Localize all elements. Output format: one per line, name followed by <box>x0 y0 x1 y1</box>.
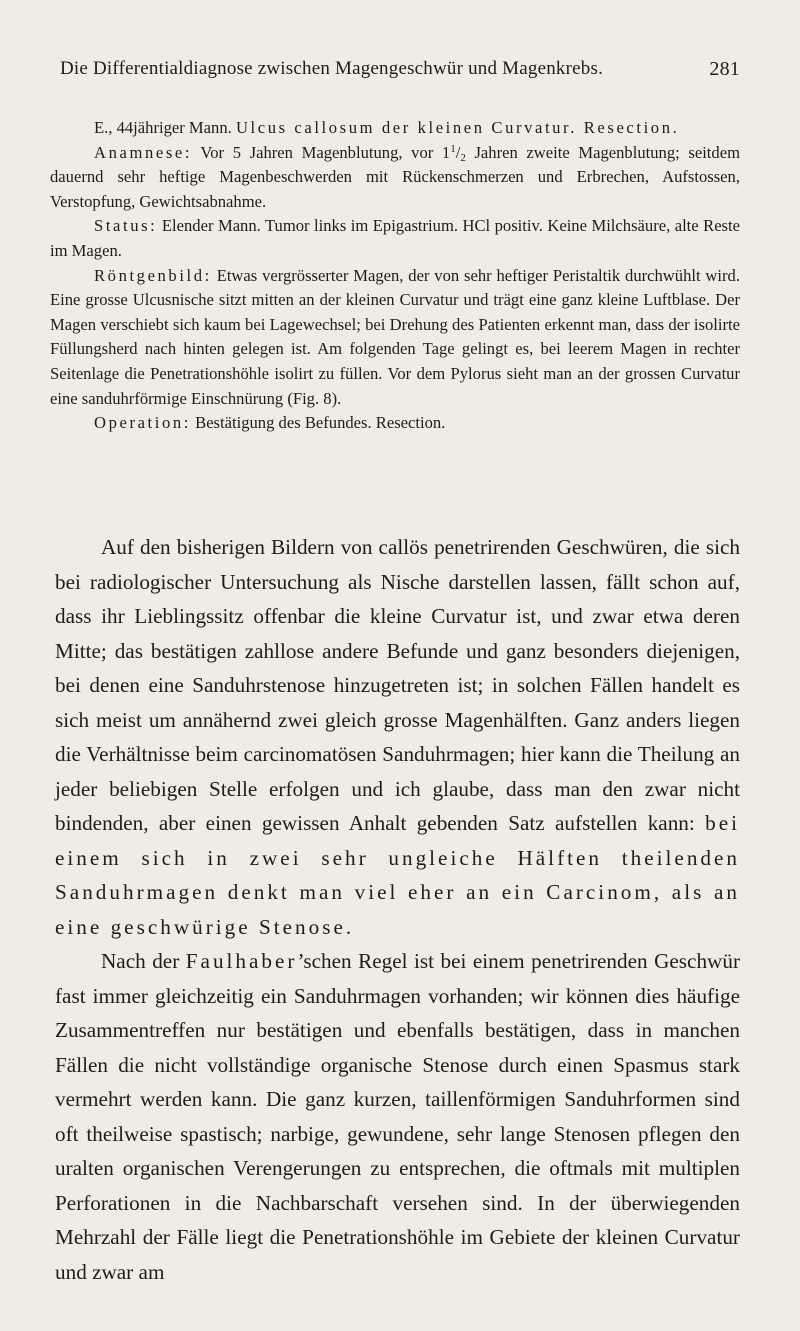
body-paragraph-2 <box>55 944 740 1289</box>
anamnese-text-a: Vor 5 Jahren Magenblutung, vor 1 <box>200 142 451 162</box>
case-intro <box>50 116 740 141</box>
fraction-denominator: 2 <box>460 151 466 164</box>
roentgen-text: Etwas vergrösserter Magen, der von sehr heftiger Peristaltik durchwühlt wird. Eine grosse Ulcusnische sitzt mitten an der kleinen Curvatur und trägt eine ganz kleine Luftblase. Der Magen verschiebt sich kaum bei Lagewechsel; bei Drehung des Patienten erkennt man, dass der isolirte Füllungsherd nach hinten gelegen ist. Am folgenden Tage gelingt es, bei leerem Magen in rechter Seitenlage die Penetrationshöhle isolirt zu füllen. Vor dem Pylorus sieht man an der grossen Curvatur eine sanduhrförmige Einschnürung (Fig. 8). <box>50 265 740 408</box>
paragraph-2-text-a: Nach der <box>101 949 180 973</box>
body-paragraph-1 <box>55 530 740 944</box>
case-report <box>50 116 740 436</box>
paragraph-1-emphasis: bei einem sich in zwei sehr ungleiche Hälften theilenden Sanduhrmagen denkt man viel eher an ein Carcinom, als an eine geschwürige Stenose. <box>55 811 740 939</box>
case-patient: E., 44jähriger Mann. <box>94 118 232 137</box>
author-name: Faulhaber <box>185 949 298 973</box>
operation-label: Operation: <box>94 413 191 433</box>
operation-text: Bestätigung des Befundes. Resection. <box>195 413 446 433</box>
status-label: Status: <box>94 216 158 236</box>
case-diagnosis: Ulcus callosum der kleinen Curvatur. Resection. <box>235 118 680 137</box>
main-text <box>55 530 740 1289</box>
case-status <box>50 214 740 263</box>
page-number: 281 <box>709 58 740 80</box>
paragraph-1-text: Auf den bisherigen Bildern von callös penetrirenden Geschwüren, die sich bei radiologischer Untersuchung als Nische darstellen lassen, fällt schon auf, dass ihr Lieblingssitz offenbar die kleine Curvatur ist, und zwar etwa deren Mitte; das bestätigen zahllose andere Befunde und ganz besonders diejenigen, bei denen eine Sanduhrstenose hinzugetreten ist; in solchen Fällen handelt es sich meist um annähernd zwei gleich grosse Magenhälften. Ganz anders liegen die Verhältnisse beim carcinomatösen Sanduhrmagen; hier kann die Theilung an jeder beliebigen Stelle erfolgen und ich glaube, dass man den zwar nicht bindenden, aber einen gewissen Anhalt gebenden Satz aufstellen kann: <box>55 535 740 835</box>
anamnese-text-b: Jahren zweite Magenblutung; seitdem dauernd sehr heftige Magenbeschwerden mit Rückenschmerzen und Erbrechen, Aufstossen, Verstopfung, Gewichtsabnahme. <box>50 142 740 211</box>
fraction-numerator: 1 <box>450 142 456 155</box>
roentgen-label: Röntgenbild: <box>94 265 212 285</box>
case-operation <box>50 411 740 436</box>
case-anamnese <box>50 141 740 215</box>
fraction-slash: / <box>455 142 461 162</box>
running-title: Die Differentialdiagnose zwischen Magengeschwür und Magenkrebs. <box>60 58 604 79</box>
anamnese-label: Anamnese: <box>94 142 193 162</box>
paragraph-2-text-b: ’schen Regel ist bei einem penetrirenden Geschwür fast immer gleichzeitig ein Sanduhrmagen vorhanden; wir können dies häufige Zusammentreffen nur bestätigen und ebenfalls bestätigen, dass in manchen Fällen die nicht vollständige organische Stenose durch einen Spasmus stark vermehrt werden kann. Die ganz kurzen, taillenförmigen Sanduhrformen sind oft theilweise spastisch; narbige, gewundene, sehr lange Stenosen pflegen den uralten organischen Verengerungen zu entsprechen, die oftmals mit multiplen Perforationen in die Nachbarschaft versehen sind. In der überwiegenden Mehrzahl der Fälle liegt die Penetrationshöhle im Gebiete der kleinen Curvatur und zwar am <box>55 949 741 1284</box>
case-roentgen <box>50 264 740 412</box>
status-text: Elender Mann. Tumor links im Epigastrium. HCl positiv. Keine Milchsäure, alte Reste im Magen. <box>50 216 740 260</box>
